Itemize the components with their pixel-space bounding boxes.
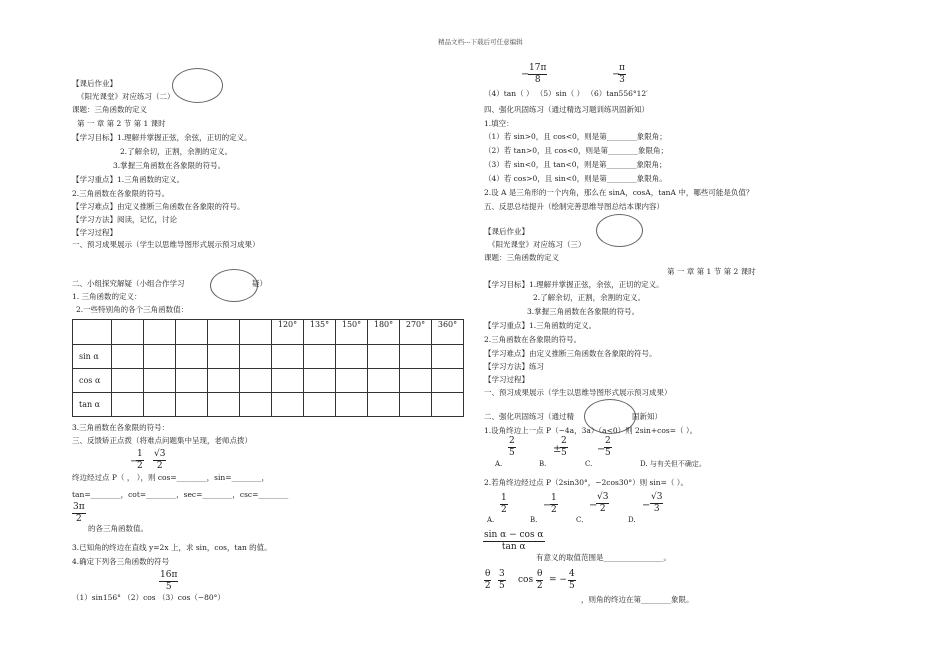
right-step-2-end: 固新知） <box>632 412 662 421</box>
table-row <box>73 369 464 393</box>
right-focus-2: 2.三角函数在各象限的符号。 <box>484 335 582 344</box>
right-focus: 【学习重点】1.三角函数的定义。 <box>484 321 597 330</box>
left-goal-2: 2.了解余切，正割，余割的定义。 <box>120 147 233 156</box>
frac-sign: − <box>642 500 651 511</box>
page-header: 精品文档---下载后可任意编辑 <box>438 38 523 46</box>
table-row <box>73 320 464 345</box>
fraction-3pi-2: $\frac{3\pi}{2}$ <box>73 502 85 525</box>
left-step-2-start: 二、小组探究解疑（小组合作学习 <box>72 279 185 288</box>
option-label: A. <box>495 460 503 468</box>
left-question-4: 4.确定下列各三角函数的符号 <box>72 557 170 566</box>
angle-header: 360° <box>432 320 464 345</box>
right-fill-2: （2）若 tan>0，且 cos<0，则是第________象限角； <box>484 146 669 155</box>
right-question-4-list: （4）tan（ ） （5）sin（ ） （6）tan556°12′ <box>484 89 648 98</box>
left-goal-1: 【学习目标】1.理解并掌握正弦，余弦，正切的定义。 <box>72 133 252 142</box>
option-2-5: $\frac{2}{5}$ <box>509 436 515 459</box>
left-terminal-point: 终边经过点 P（ ， ），则 cos=________，sin=________， <box>72 473 270 482</box>
left-difficulty: 【学习难点】由定义推断三角函数在各象限的符号。 <box>72 202 245 211</box>
right-fill-3: （3）若 sin<0，且 tan<0，则是第________象限角； <box>484 160 667 169</box>
left-section: 第 一 章 第 2 节 第 1 课时 <box>77 119 166 128</box>
angle-header: 150° <box>336 320 368 345</box>
left-practice: 《阳光课堂》对应练习（二） <box>77 92 175 101</box>
option-label: C. <box>576 516 584 524</box>
row-label-tan: tan α <box>73 393 112 417</box>
left-step-2-end: 疑） <box>252 279 267 288</box>
frac-sign: − <box>543 500 552 511</box>
blank-ellipse <box>596 214 643 247</box>
frac-sign: = − <box>549 575 567 585</box>
right-goal-1: 【学习目标】1.理解并掌握正弦，余弦，正切的定义。 <box>484 280 664 289</box>
frac-sign: − <box>521 69 530 80</box>
left-question-3: 3.已知角的终边在直线 y=2x 上，求 sin，cos，tan 的值。 <box>72 543 272 552</box>
option-label: B. <box>530 516 538 524</box>
fraction-neg-17pi-8: $\frac{17\pi}{8}$ <box>529 63 547 86</box>
option-pm-2-5: $\frac{2}{5}$ <box>561 436 567 459</box>
right-goal-3: 3.掌握三角函数在各象限的符号。 <box>527 307 640 316</box>
right-step-2-start: 二、强化巩固练习（通过精 <box>484 412 574 421</box>
blank-ellipse <box>210 269 258 302</box>
right-practice: 《阳光课堂》对应练习（三） <box>488 240 586 249</box>
option-label: A. <box>487 516 495 524</box>
left-question-4-list: （1）sin156° （2）cos （3）cos（−80°） <box>72 593 225 602</box>
frac-sign: − <box>597 444 606 455</box>
right-mc-2: 2.若角终边经过点 P（2sin30°，−2cos30°）则 sin=（ ）。 <box>484 478 689 487</box>
option-1-2: $\frac{1}{2}$ <box>501 493 507 516</box>
right-section: 第 一 章 第 1 节 第 2 课时 <box>667 267 756 276</box>
angle-header: 135° <box>304 320 336 345</box>
fraction-sqrt3-half: $\frac{√3}{2}$ <box>154 449 166 472</box>
row-label-sin: sin α <box>73 345 112 369</box>
right-method: 【学习方法】练习 <box>484 362 544 371</box>
right-step-4: 四、强化巩固练习（通过精选习题训练巩固新知） <box>484 105 649 114</box>
fraction-theta-2: $\frac{\theta}{2}$ <box>484 569 491 592</box>
option-neg-1-2: $\frac{1}{2}$ <box>551 493 557 516</box>
left-item-2: 2.一些特别角的各个三角函数值： <box>76 305 189 314</box>
angle-header: 120° <box>272 320 304 345</box>
right-fill: 1.填空： <box>484 119 514 128</box>
right-fill-1: （1）若 sin>0，且 cos<0，则是第________象限角； <box>484 132 667 141</box>
frac-sign: ± <box>553 444 562 455</box>
right-last-question: ，则角的终边在第________象限。 <box>581 595 694 604</box>
frac-sign: − <box>589 500 598 511</box>
left-step-3: 三、反馈矫正点拨（将难点问题集中呈现，老师点拨） <box>72 436 252 445</box>
fraction-neg-pi-3: $\frac{\pi}{3}$ <box>619 63 625 86</box>
left-focus-2: 2.三角函数在各象限的符号。 <box>72 189 170 198</box>
left-trig-values: 的各三角函数值。 <box>88 524 148 533</box>
right-process: 【学习过程】 <box>484 375 529 384</box>
left-topic: 课题：三角函数的定义 <box>72 105 147 114</box>
left-tan-cot: tan=________，cot=________，sec=________，csc=________ <box>72 490 289 499</box>
right-topic: 课题：三角函数的定义 <box>484 253 559 262</box>
right-mc-1: 1.设角终边上一点 P（−4a，3a）（a<0）则 2sin+cos=（ ）。 <box>484 426 698 435</box>
fraction-3-5: $\frac{3}{5}$ <box>499 569 505 592</box>
table-row <box>73 345 464 369</box>
right-step-1: 一、预习成果展示（学生以思维导图形式展示预习成果） <box>484 388 672 397</box>
right-fill-4: （4）若 cos>0，且 sin<0，则是第________象限角。 <box>484 174 667 183</box>
fraction-4-5: $\frac{4}{5}$ <box>569 569 575 592</box>
option-label: D. 与有关但不确定。 <box>640 460 706 468</box>
option-neg-2-5: $\frac{2}{5}$ <box>605 436 611 459</box>
right-difficulty: 【学习难点】由定义推断三角函数在各象限的符号。 <box>484 349 657 358</box>
option-label: D. <box>628 516 636 524</box>
right-goal-2: 2.了解余切，正割，余割的定义。 <box>533 293 646 302</box>
left-process: 【学习过程】 <box>72 228 117 237</box>
fraction-16pi-5: $\frac{16\pi}{5}$ <box>160 570 178 593</box>
option-neg-sqrt3-3: $\frac{√3}{3}$ <box>651 492 663 515</box>
right-homework: 【课后作业】 <box>484 227 529 236</box>
left-homework: 【课后作业】 <box>72 79 117 88</box>
blank-ellipse <box>172 68 223 103</box>
frac-sign: − <box>612 69 621 80</box>
table-row <box>73 393 464 417</box>
fraction-neg-half: $\frac{1}{2}$ <box>137 449 143 472</box>
fraction-theta-2: $\frac{\theta}{2}$ <box>536 569 543 592</box>
left-step-1: 一、预习成果展示（学生以思维导图形式展示预习成果） <box>72 240 260 249</box>
fraction-sin-minus-cos-over-tan: $\frac{\text{sin α − cos α}}{\text{tan α}}$ <box>484 530 544 553</box>
left-method: 【学习方法】阅读，记忆，讨论 <box>72 215 177 224</box>
right-step-5: 五、反思总结提升（绘制完善思维导图总结本课内容） <box>484 202 664 211</box>
option-label: B. <box>539 460 547 468</box>
angle-header: 180° <box>368 320 400 345</box>
left-focus: 【学习重点】1.三角函数的定义。 <box>72 175 185 184</box>
frac-sign: − <box>130 456 139 467</box>
right-question-2: 2.设 A 是三角形的一个内角，那么在 sinA，cosA，tanA 中，哪些可能是负值？ <box>484 188 754 197</box>
option-label: C. <box>585 460 593 468</box>
right-domain: 有意义的取值范围是________________。 <box>536 553 671 562</box>
left-item-3: 3.三角函数在各象限的符号： <box>72 423 170 432</box>
option-neg-sqrt3-2: $\frac{√3}{2}$ <box>597 492 609 515</box>
left-item-1: 1. 三角函数的定义： <box>72 292 142 301</box>
angle-header: 270° <box>400 320 432 345</box>
row-label-cos: cos α <box>73 369 112 393</box>
special-angles-table <box>72 319 464 417</box>
left-goal-3: 3.掌握三角函数在各象限的符号。 <box>113 161 226 170</box>
cos-expression: cos <box>518 575 534 585</box>
